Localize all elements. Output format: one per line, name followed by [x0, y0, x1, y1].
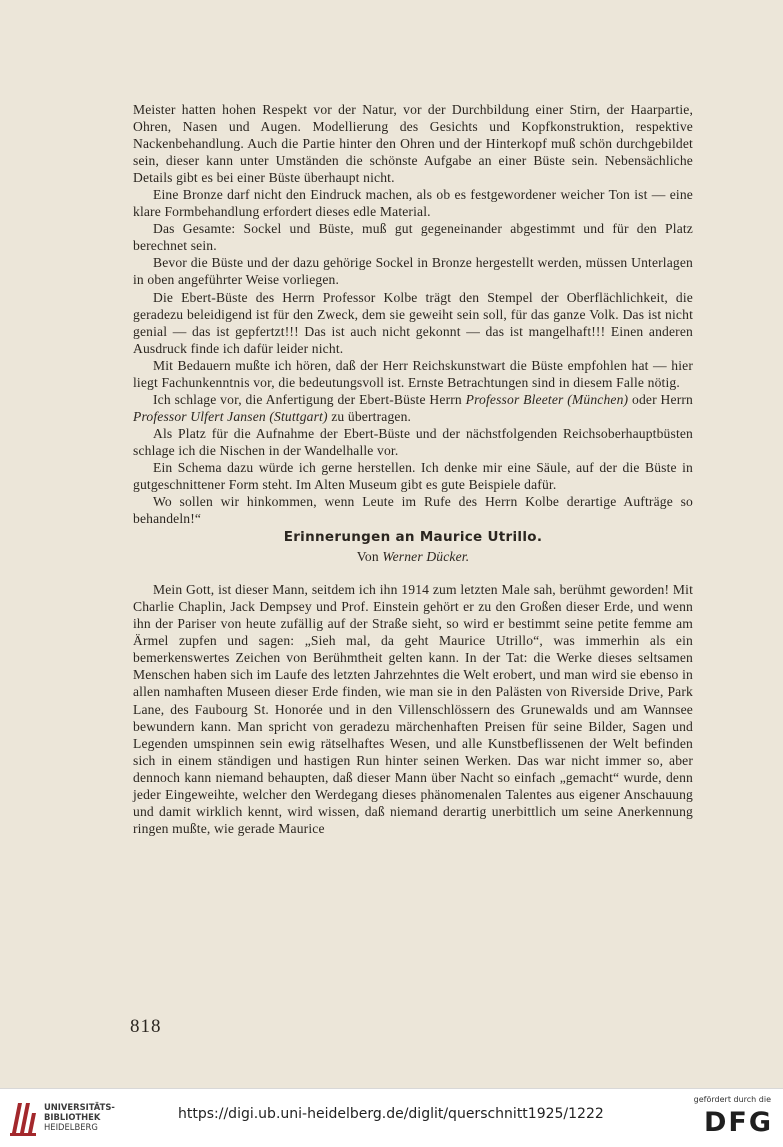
- paragraph: Bevor die Büste und der dazu gehörige Sockel in Bronze hergestellt werden, müssen Unterlagen in oben angeführter Weise vorliegen.: [133, 255, 693, 288]
- paragraph: Das Gesamte: Sockel und Büste, muß gut gegeneinander abgestimmt und für den Platz berechnet sein.: [133, 221, 693, 254]
- library-logo-icon: [8, 1099, 38, 1137]
- page-number: 818: [130, 1016, 162, 1037]
- paragraph-proposal: [133, 391, 693, 425]
- viewer-footer: [0, 1088, 783, 1147]
- proposal-name-2: Professor Ulfert Jansen (Stuttgart): [133, 408, 328, 424]
- library-name: UNIVERSITÄTS- BIBLIOTHEK HEIDELBERG: [44, 1102, 115, 1133]
- paragraph: Meister hatten hohen Respekt vor der Natur, vor der Durchbildung einer Stirn, der Haarpartie, Ohren, Nasen und Augen. Modellierung des Gesichts und Kopfkonstruktion, respektive Nackenbehandlung. Auch die Partie hinter den Ohren und der Hinterkopf muß schön durchgebildet sein, dieser kann unter Umständen die schönste Aufgabe an einer Büste sein. Nebensächliche Details gibt es bei einer Büste überhaupt nicht.: [133, 102, 693, 186]
- page-text: [133, 101, 693, 837]
- paragraph: Mit Bedauern mußte ich hören, daß der Herr Reichskunstwart die Büste empfohlen hat — hier liegt Fachunkenntnis vor, die bedeutungsvoll ist. Ernste Betrachtungen sind in diesem Falle nötig.: [133, 357, 693, 390]
- paragraph: Ein Schema dazu würde ich gerne herstellen. Ich denke mir eine Säule, auf der die Büste in gutgeschnittener Form steht. Im Alten Museum gibt es gute Beispiele dafür.: [133, 459, 693, 493]
- article-title: Erinnerungen an Maurice Utrillo.: [283, 529, 543, 546]
- paragraph: Eine Bronze darf nicht den Eindruck machen, als ob es festgewordener weicher Ton ist — eine klare Formbehandlung erfordert dieses edle Material.: [133, 187, 693, 220]
- proposal-text: Ich schlage vor, die Anfertigung der Ebert-Büste Herrn: [153, 391, 466, 407]
- paragraph: Wo sollen wir hinkommen, wenn Leute im Rufe des Herrn Kolbe derartige Aufträge so behandeln!“: [133, 494, 693, 527]
- dfg-logo: DFG: [703, 1107, 773, 1138]
- proposal-text: zu übertragen.: [327, 408, 412, 424]
- proposal-text: oder Herrn: [628, 391, 693, 407]
- article-body: Mein Gott, ist dieser Mann, seitdem ich ihn 1914 zum letzten Male sah, berühmt geworden! Mit Charlie Chaplin, Jack Dempsey und Prof. Einstein gehört er zu den Großen dieser Erde, und wenn ihn der Pariser von heute zufällig auf der Straße sieht, so wird er bestimmt seine petite femme am Ärmel zupfen und sagen: „Sieh mal, da geht Maurice Utrillo“, was immerhin als ein bemerkenswertes Zeichen von Berühmtheit gelten kann. In der Tat: die Werke dieses seltsamen Menschen haben sich im Laufe des letzten Jahrzehntes die Welt erobert, und man wird sie ebenso in allen namhaften Museen dieser Erde finden, wie man sie in den Palästen von Riverside Drive, Park Lane, des Faubourg St. Honorée und in den Villenschlössern des Grunewalds und am Wannsee bewundern kann. Man spricht von geradezu märchenhaften Preisen für seine Bilder, Sagen und Legenden umspinnen sein ewig rätselhaftes Wesen, und alle Kunstbeflissenen der Welt befinden sich in einem ständigen und hastigen Run hinter seinen Werken. Das war nicht immer so, aber dennoch kann niemand behaupten, daß dieser Mann über Nacht so einfach „gemacht“ wurde, denn jeder Eingeweihte, welcher den Werdegang dieses phänomenalen Talentes aus eigener Anschauung und damit wirklich kennt, wird wissen, daß niemand derartig unerbittlich um seine Anerkennung ringen mußte, wie gerade Maurice: [133, 582, 693, 836]
- proposal-name-1: Professor Bleeter (München): [465, 391, 629, 407]
- article-author: Werner Dücker.: [382, 549, 470, 565]
- byline-prefix: Von: [356, 549, 383, 565]
- paragraph: Die Ebert-Büste des Herrn Professor Kolbe trägt den Stempel der Oberflächlichkeit, die geradezu beleidigend ist für den Zweck, dem sie geweiht sein soll, für das ganze Volk. Das ist nicht genial — das ist gepfertzt!!! Das ist auch nicht gekonnt — das ist mangelhaft!!! Einen anderen Ausdruck finde ich dafür leider nicht.: [133, 289, 693, 356]
- article-byline: [133, 547, 693, 567]
- funded-by-label: gefördert durch die: [693, 1095, 771, 1104]
- permalink-url[interactable]: https://digi.ub.uni-heidelberg.de/diglit/querschnitt1925/1222: [178, 1106, 604, 1122]
- paragraph: Als Platz für die Aufnahme der Ebert-Büste und der nächstfolgenden Reichsoberhauptbüsten schlage ich die Nischen in der Wandelhalle vor.: [133, 425, 693, 458]
